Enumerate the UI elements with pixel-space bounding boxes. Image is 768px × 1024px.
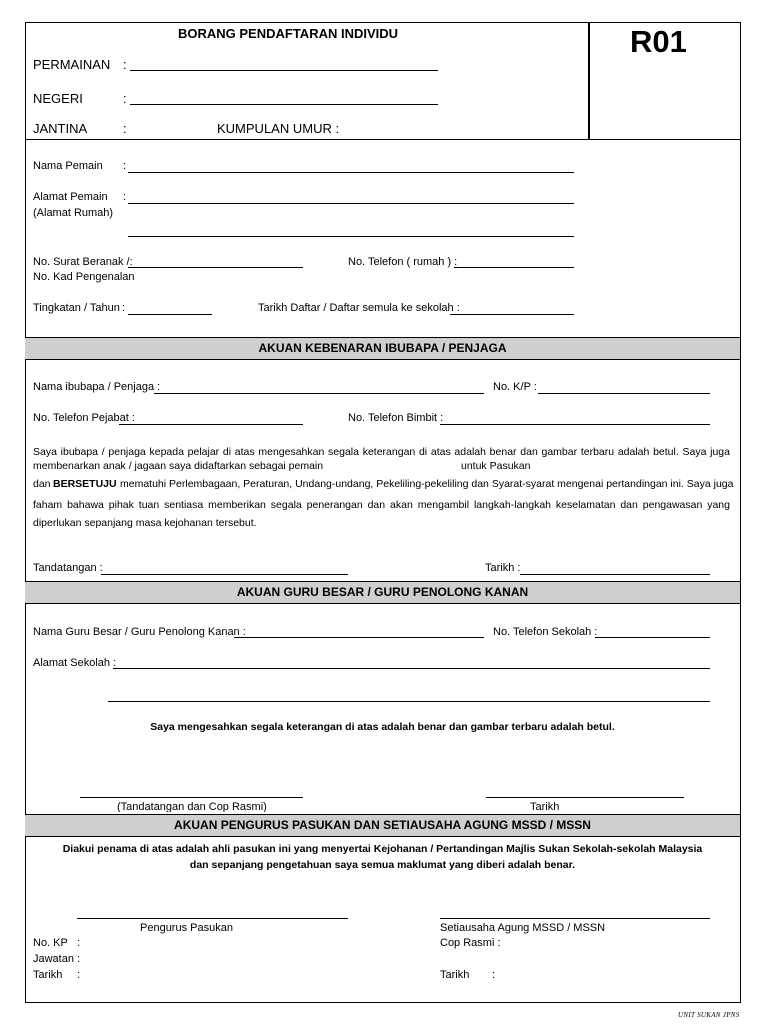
tandatangan-label: Tandatangan : [33,562,103,574]
surat-beranak-field[interactable] [128,267,303,268]
teacher-tarikh-field[interactable] [486,797,684,798]
manager-kp-colon: : [77,937,81,949]
permainan-field[interactable] [130,70,438,71]
manager-confirmation-line-2: dan sepanjang pengetahuan saya semua maklumat yang diberi adalah benar. [189,859,576,871]
kad-pengenalan-label: No. Kad Pengenalan [33,271,135,283]
nama-guru-field[interactable] [234,637,484,638]
tingkatan-field[interactable] [128,314,212,315]
manager-confirmation-line-1: Diakui penama di atas adalah ahli pasukan ini yang menyertai Kejohanan / Pertandingan Majlis Sukan Sekolah-sekolah Malaysia [62,843,703,855]
tel-bimbit-label: No. Telefon Bimbit : [348,412,444,424]
teacher-sign-field[interactable] [80,797,303,798]
parent-section-heading: AKUAN KEBENARAN IBUBAPA / PENJAGA [25,337,740,360]
parent-kp-field[interactable] [538,393,710,394]
permainan-label: PERMAINAN [33,57,111,72]
tel-pejabat-label: No. Telefon Pejabat : [33,412,135,424]
manager-tarikh-label: Tarikh [33,969,63,981]
parent-declaration-line-5: diperlukan sepanjang masa kejohanan tersebut. [33,517,257,529]
manager-jawatan-label: Jawatan [33,953,74,965]
setiausaha-sign-field[interactable] [440,918,710,919]
alamat-pemain-colon: : [123,191,127,203]
setiausaha-tarikh-colon: : [492,969,496,981]
tel-sekolah-label: No. Telefon Sekolah : [493,626,598,638]
nama-pemain-colon: : [123,160,127,172]
parent-declaration-line-4: faham bahawa pihak tuan sentiasa memberikan segala penerangan dan akan mengambil langkah-langkah keselamatan dan pengawasan yang [33,499,730,511]
telefon-rumah-field[interactable] [454,267,574,268]
alamat-sekolah-field-2[interactable] [108,701,710,702]
tingkatan-label: Tingkatan / Tahun [33,302,120,314]
nama-pemain-field[interactable] [128,172,574,173]
teacher-sign-label: (Tandatangan dan Cop Rasmi) [117,801,267,812]
nama-ibubapa-field[interactable] [154,393,484,394]
surat-beranak-label: No. Surat Beranak /: [33,256,133,268]
nama-ibubapa-label: Nama ibubapa / Penjaga : [33,381,161,393]
tingkatan-colon: : [122,302,126,314]
parent-tarikh-field[interactable] [520,574,710,575]
tandatangan-field[interactable] [101,574,348,575]
setiausaha-tarikh-label: Tarikh [440,969,470,981]
pengurus-sign-field[interactable] [77,918,348,919]
alamat-pemain-field-1[interactable] [128,203,574,204]
jantina-colon: : [123,121,127,136]
nama-pemain-label: Nama Pemain [33,160,103,172]
teacher-section-heading: AKUAN GURU BESAR / GURU PENOLONG KANAN [25,581,740,604]
pengurus-label: Pengurus Pasukan [140,922,233,934]
alamat-sekolah-label: Alamat Sekolah : [33,657,117,669]
footer-unit: UNIT SUKAN JPNS [678,1011,740,1019]
negeri-label: NEGERI [33,91,83,106]
parent-declaration-line-3c: mematuhi Perlembagaan, Peraturan, Undang-undang, Pekeliling-pekeliling dan Syarat-syarat mengenai pertandingan ini. Saya juga [120,478,734,490]
teacher-confirmation: Saya mengesahkan segala keterangan di atas adalah benar dan gambar terbaru adalah betul. [150,721,615,733]
alamat-rumah-label: (Alamat Rumah) [33,207,114,219]
teacher-tarikh-label: Tarikh [530,801,560,812]
manager-tarikh-colon: : [77,969,81,981]
parent-declaration-line-3a: dan [33,478,51,490]
manager-kp-label: No. KP [33,937,68,949]
tarikh-daftar-label: Tarikh Daftar / Daftar semula ke sekolah : [258,302,460,314]
negeri-field[interactable] [130,104,438,105]
permainan-colon: : [123,57,127,72]
alamat-pemain-field-2[interactable] [128,236,574,237]
nama-guru-label: Nama Guru Besar / Guru Penolong Kanan : [33,626,246,638]
parent-declaration-bersetuju: BERSETUJU [53,478,117,490]
alamat-sekolah-field-1[interactable] [113,668,710,669]
parent-tarikh-label: Tarikh : [485,562,521,574]
manager-jawatan-colon: : [77,953,81,965]
manager-section-heading: AKUAN PENGURUS PASUKAN DAN SETIAUSAHA AGUNG MSSD / MSSN [25,814,740,837]
tel-sekolah-field[interactable] [595,637,710,638]
negeri-colon: : [123,91,127,106]
form-code: R01 [630,24,687,59]
parent-declaration-line-2a: membenarkan anak / jagaan saya didaftarkan sebagai pemain [33,460,324,472]
parent-kp-label: No. K/P : [493,381,537,393]
jantina-label: JANTINA [33,121,88,136]
tarikh-daftar-field[interactable] [450,314,574,315]
telefon-rumah-label: No. Telefon ( rumah ) : [348,256,458,268]
form-title: BORANG PENDAFTARAN INDIVIDU [178,26,399,41]
parent-declaration-line-2b: untuk Pasukan [461,460,531,472]
tel-bimbit-field[interactable] [440,424,710,425]
parent-declaration-line-1: Saya ibubapa / penjaga kepada pelajar di atas mengesahkan segala keterangan di atas adalah benar dan gambar terbaru adalah betul. Saya juga [33,446,730,458]
cop-rasmi-label: Cop Rasmi : [440,937,501,949]
kumpulan-umur-label: KUMPULAN UMUR : [217,121,340,136]
alamat-pemain-label: Alamat Pemain [33,191,108,203]
setiausaha-label: Setiausaha Agung MSSD / MSSN [440,922,606,934]
tel-pejabat-field[interactable] [119,424,303,425]
